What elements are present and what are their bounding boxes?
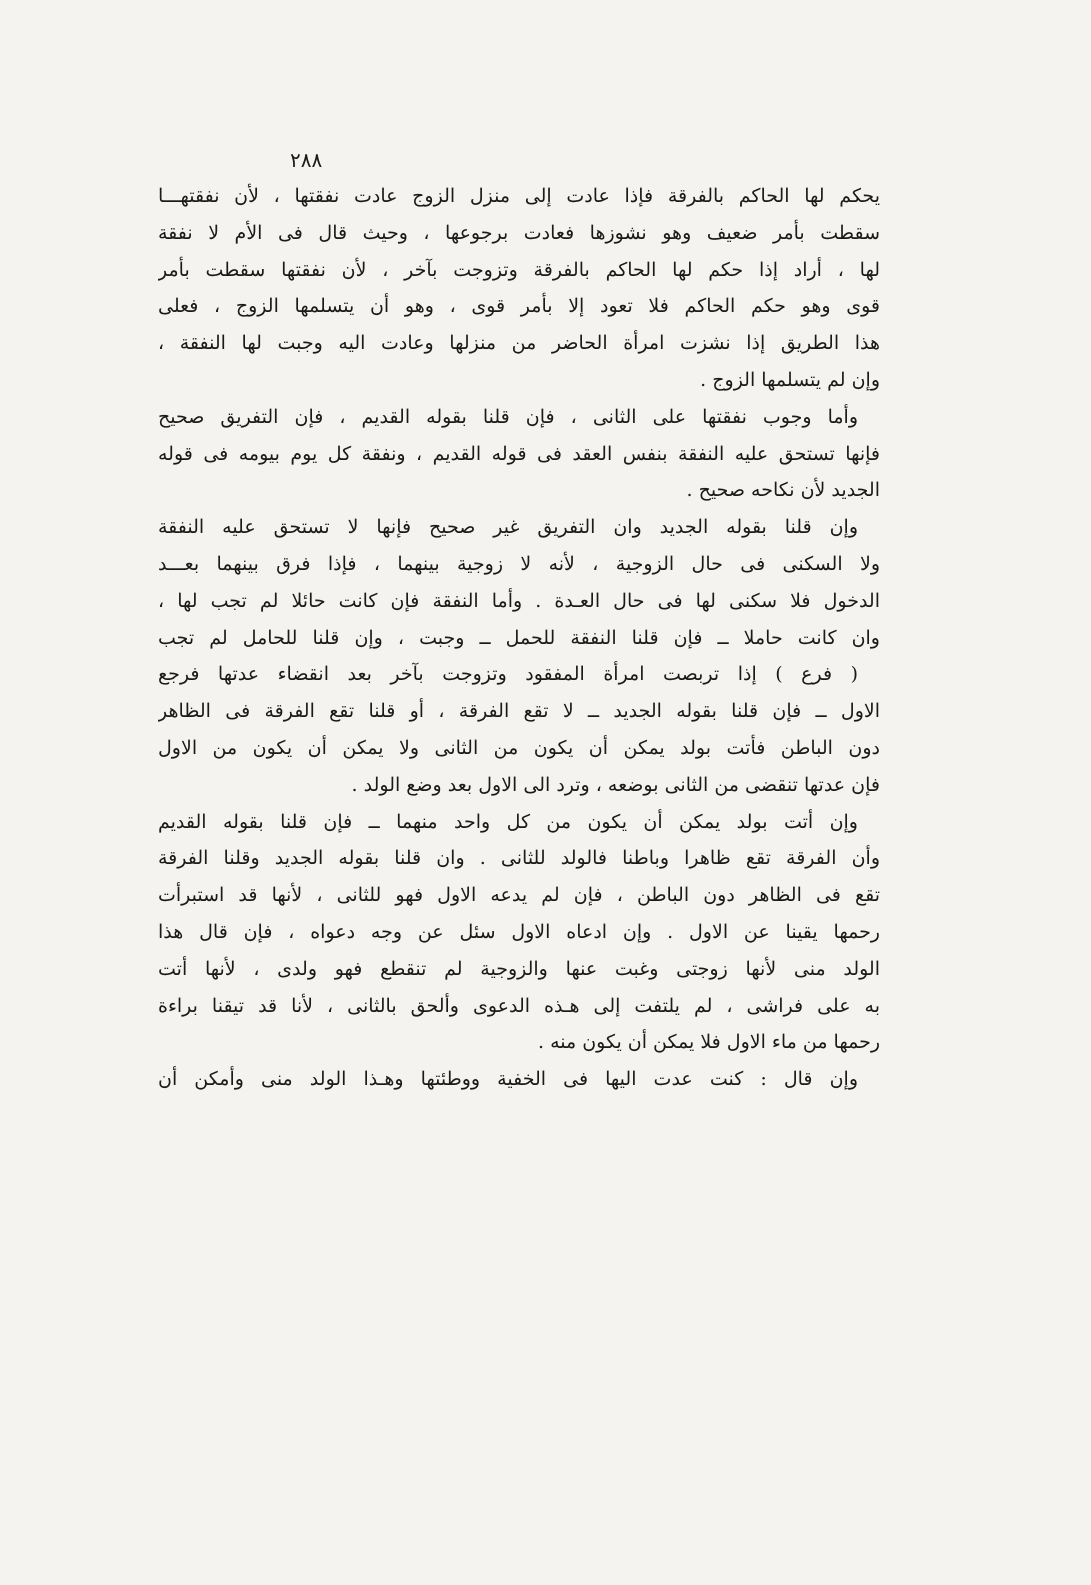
body-text: [158, 178, 880, 1098]
page-number: ٢٨٨: [290, 148, 323, 172]
text-line: وان كانت حاملا ــ فإن قلنا النفقة للحمل ــ وجبت ، وإن قلنا للحامل لم تجب: [158, 626, 880, 649]
text-line: وأن الفرقة تقع ظاهرا وباطنا فالولد للثانى . وان قلنا بقوله الجديد وقلنا الفرقة: [158, 847, 880, 870]
text-line: الاول ــ فإن قلنا بقوله الجديد ــ لا تقع الفرقة ، أو قلنا تقع الفرقة فى الظاهر: [158, 700, 880, 723]
text-line: ولا السكنى فى حال الزوجية ، لأنه لا زوجية بينهما ، فإذا فرق بينهما بعـــد: [158, 552, 880, 575]
text-line: به على فراشى ، لم يلتفت إلى هـذه الدعوى وألحق بالثانى ، لأنا قد تيقنا براءة: [158, 994, 880, 1017]
text-line: دون الباطن فأتت بولد يمكن أن يكون من الثانى ولا يمكن أن يكون من الاول: [158, 736, 880, 759]
text-line: هذا الطريق إذا نشزت امرأة الحاضر من منزلها وعادت اليه وجبت لها النفقة ،: [158, 332, 880, 355]
text-line: الجديد لأن نكاحه صحيح .: [686, 479, 880, 502]
text-line: قوى وهو حكم الحاكم فلا تعود إلا بأمر قوى ، وهو أن يتسلمها الزوج ، فعلى: [158, 295, 880, 318]
text-line: وإن لم يتسلمها الزوج .: [700, 368, 880, 391]
text-line: الدخول فلا سكنى لها فى حال العـدة . وأما النفقة فإن كانت حائلا لم تجب لها ،: [158, 589, 880, 612]
text-line: الولد منى لأنها زوجتى وغبت عنها والزوجية لم تنقطع فهو ولدى ، لأنها أتت: [158, 957, 880, 980]
text-line: وأما وجوب نفقتها على الثانى ، فإن قلنا بقوله القديم ، فإن التفريق صحيح: [158, 405, 858, 428]
text-line: يحكم لها الحاكم بالفرقة فإذا عادت إلى منزل الزوج عادت نفقتها ، لأن نفقتهـــا: [158, 185, 880, 207]
text-line: وإن أتت بولد يمكن أن يكون من كل واحد منهما ــ فإن قلنا بقوله القديم: [158, 810, 858, 833]
text-line: ( فرع ) إذا تربصت امرأة المفقود وتزوجت بآخر بعد انقضاء عدتها فرجع: [158, 663, 858, 686]
text-line: رحمها من ماء الاول فلا يمكن أن يكون منه .: [537, 1031, 880, 1054]
text-line: تقع فى الظاهر دون الباطن ، فإن لم يدعه الاول فهو للثانى ، لأنها قد استبرأت: [158, 884, 880, 907]
text-line: لها ، أراد إذا حكم لها الحاكم بالفرقة وتزوجت بآخر ، لأن نفقتها سقطت بأمر: [158, 258, 880, 281]
text-line: فإنها تستحق عليه النفقة بنفس العقد فى قوله القديم ، ونفقة كل يوم بيومه فى قوله: [158, 442, 880, 465]
text-line: فإن عدتها تنقضى من الثانى بوضعه ، وترد الى الاول بعد وضع الولد .: [351, 773, 880, 796]
text-line: وإن قلنا بقوله الجديد وان التفريق غير صحيح فإنها لا تستحق عليه النفقة: [158, 516, 858, 539]
text-line: سقطت بأمر ضعيف وهو نشوزها فعادت برجوعها ، وحيث قال فى الأم لا نفقة: [158, 221, 880, 244]
text-line: رحمها يقينا عن الاول . وإن ادعاه الاول سئل عن وجه دعواه ، فإن قال هذا: [158, 920, 880, 943]
text-line: وإن قال : كنت عدت اليها فى الخفية ووطئتها وهـذا الولد منى وأمكن أن: [158, 1068, 858, 1091]
